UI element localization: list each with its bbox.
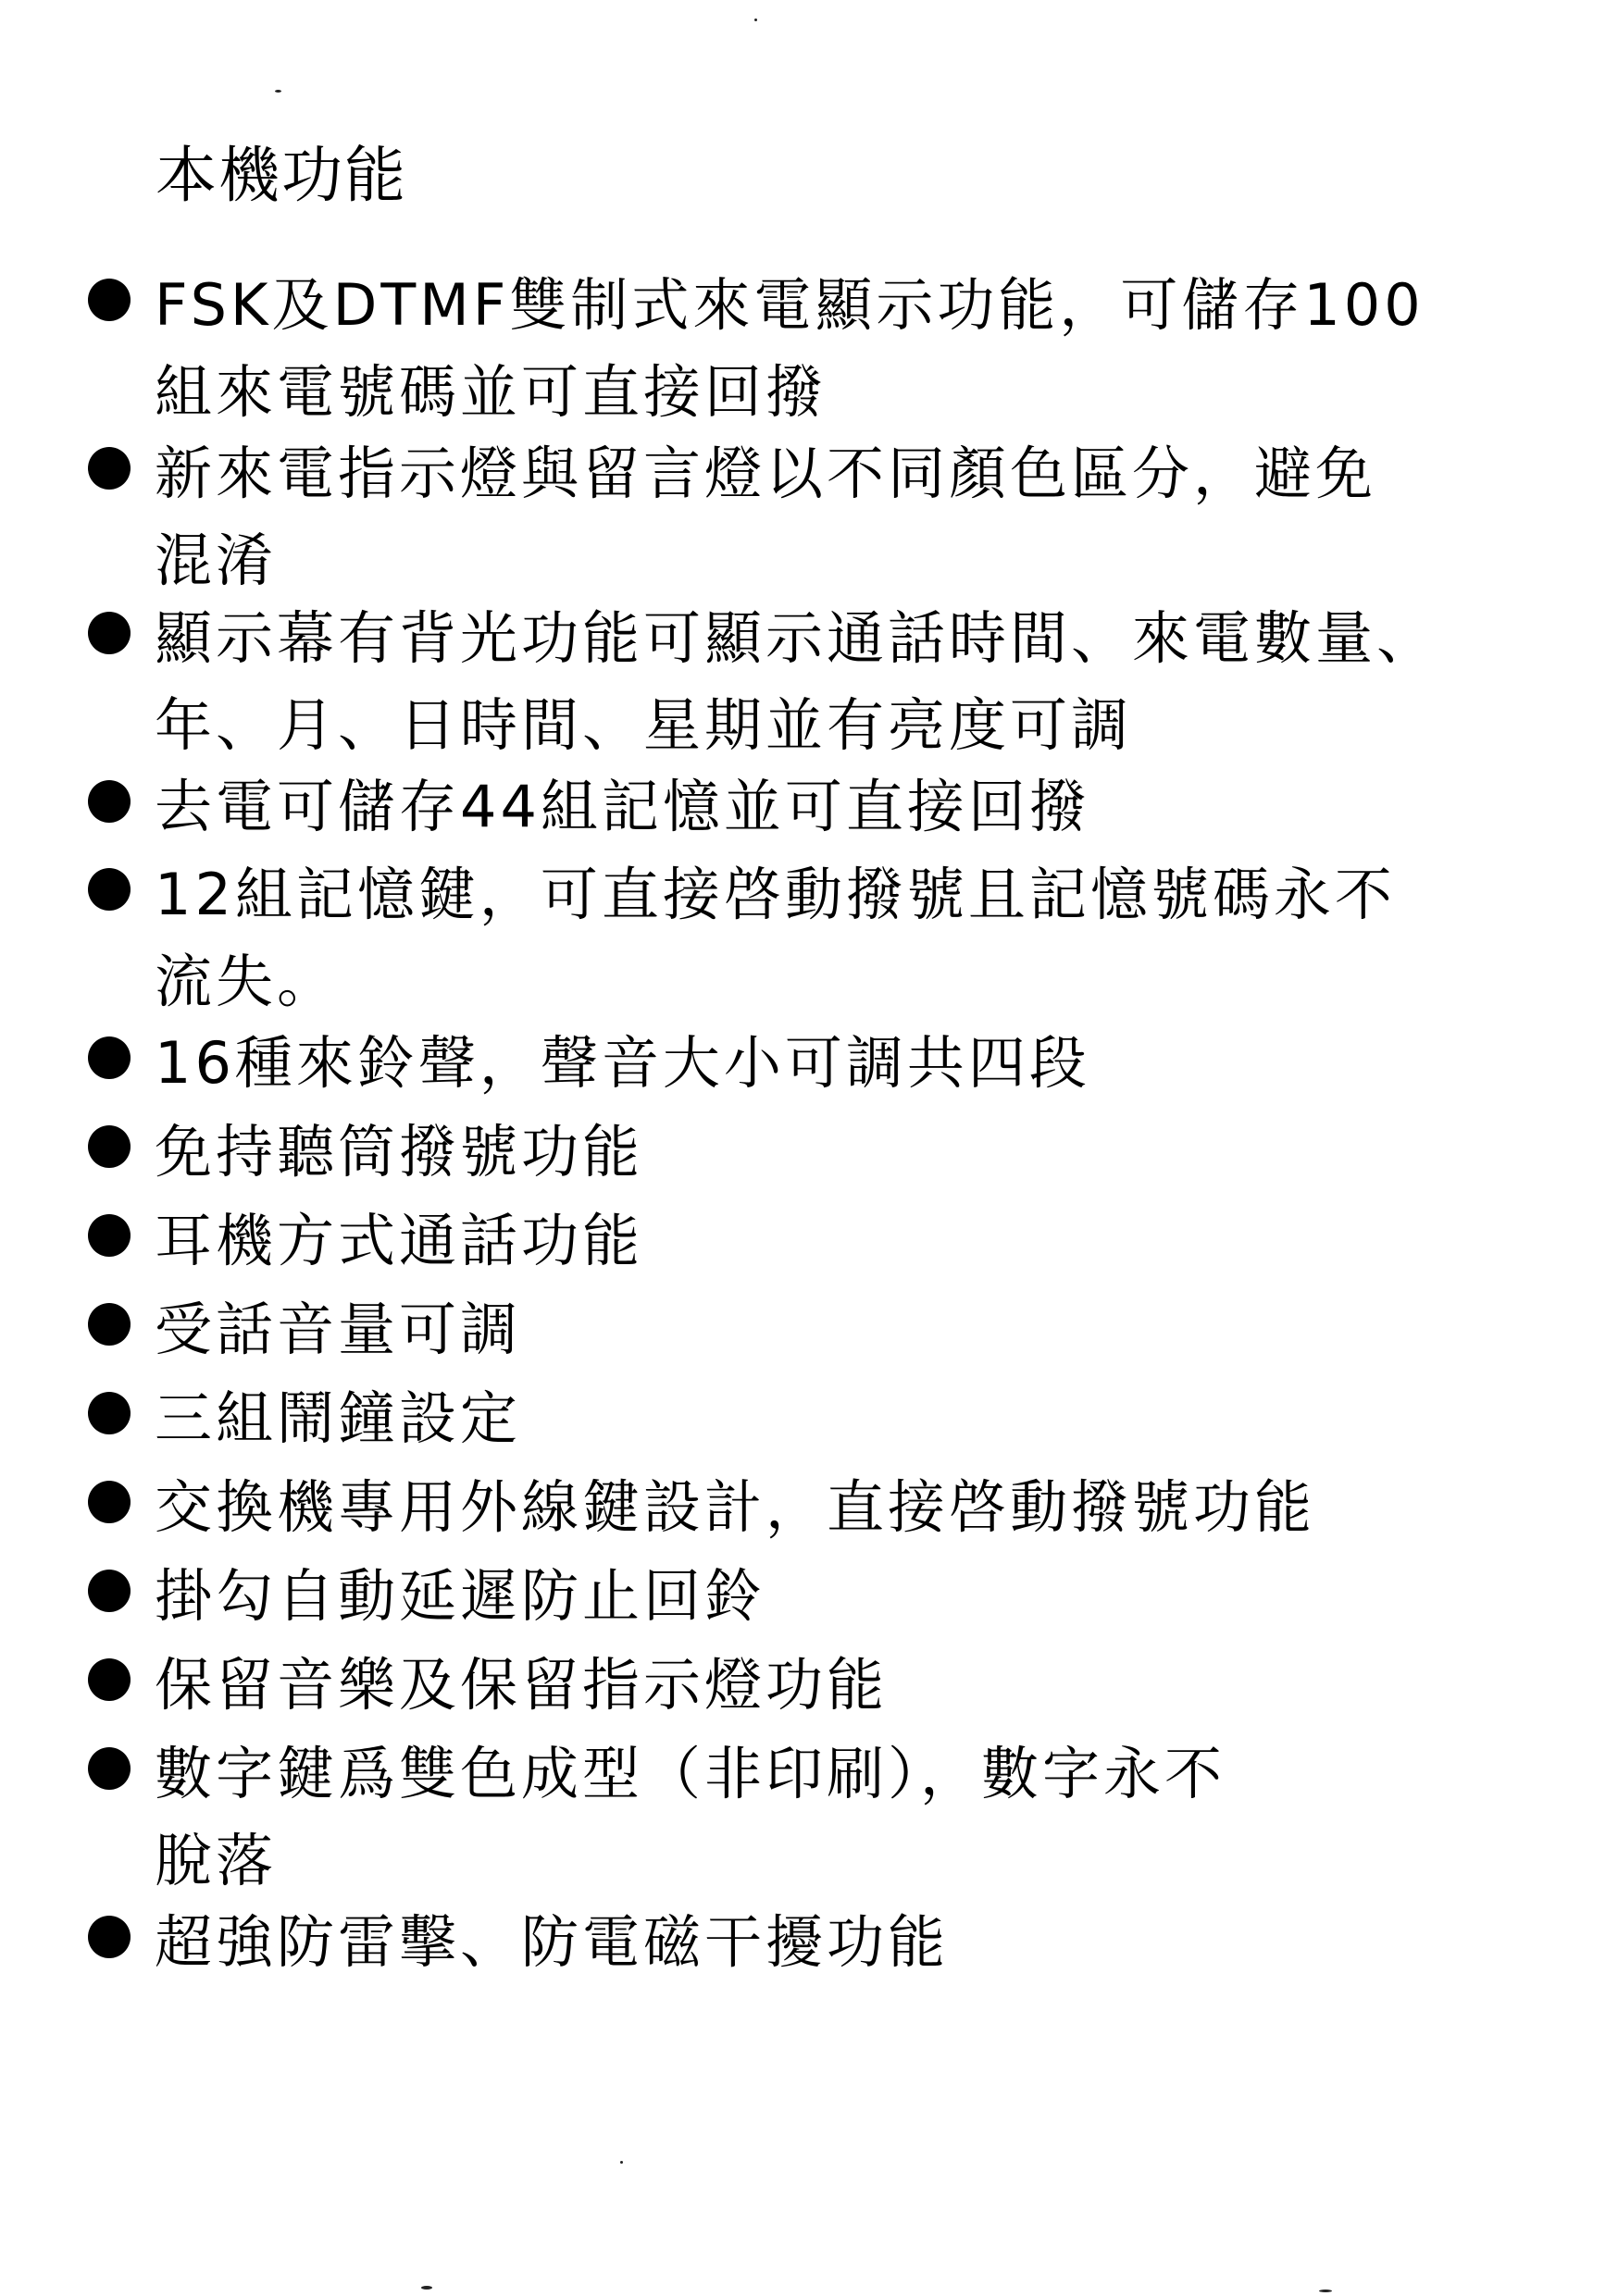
- bullet-icon: [88, 447, 131, 490]
- bullet-icon: [88, 612, 131, 654]
- page-title: 本機功能: [156, 140, 407, 211]
- bullet-icon: [88, 1747, 131, 1790]
- feature-text: 16種來鈴聲，聲音大小可調共四段: [155, 1029, 1090, 1097]
- feature-text: 耳機方式通話功能: [155, 1207, 644, 1274]
- feature-text: 超強防雷擊、防電磁干擾功能: [155, 1908, 950, 1976]
- feature-text: 保留音樂及保留指示燈功能: [155, 1651, 889, 1719]
- bullet-icon: [88, 1392, 131, 1434]
- bullet-icon: [88, 1303, 131, 1346]
- bullet-icon: [88, 1214, 131, 1257]
- feature-text: 三組鬧鐘設定: [155, 1384, 522, 1452]
- feature-text: 交換機專用外線鍵設計，直接啓動撥號功能: [155, 1473, 1316, 1541]
- scan-speck: [1319, 2290, 1332, 2292]
- scan-speck: [620, 2161, 623, 2164]
- bullet-icon: [88, 1125, 131, 1168]
- scan-speck: [754, 19, 757, 21]
- bullet-icon: [88, 1481, 131, 1523]
- bullet-icon: [88, 1036, 131, 1079]
- feature-text: 顯示幕有背光功能可顯示通話時間、來電數量、 年、月、日時間、星期並有亮度可調: [155, 604, 1438, 759]
- scan-speck: [421, 2286, 432, 2290]
- scan-speck: [275, 90, 281, 93]
- bullet-icon: [88, 279, 131, 321]
- bullet-icon: [88, 780, 131, 823]
- bullet-icon: [88, 868, 131, 911]
- feature-text: 掛勾自動延遲防止回鈴: [155, 1562, 766, 1630]
- feature-text: 去電可儲存44組記憶並可直接回撥: [155, 773, 1090, 840]
- feature-text: 數字鍵爲雙色成型（非印刷），數字永不 脫落: [155, 1740, 1226, 1894]
- feature-text: 受話音量可調: [155, 1296, 522, 1363]
- feature-text: 新來電指示燈與留言燈以不同顏色區分，避免 混淆: [155, 440, 1377, 594]
- bullet-icon: [88, 1570, 131, 1612]
- feature-text: 12組記憶鍵，可直接啓動撥號且記憶號碼永不 流失。: [155, 861, 1396, 1015]
- bullet-icon: [88, 1916, 131, 1958]
- feature-text: 免持聽筒撥號功能: [155, 1118, 644, 1185]
- bullet-icon: [88, 1658, 131, 1701]
- feature-text: FSK及DTMF雙制式來電顯示功能，可儲存100 組來電號碼並可直接回撥: [155, 271, 1425, 426]
